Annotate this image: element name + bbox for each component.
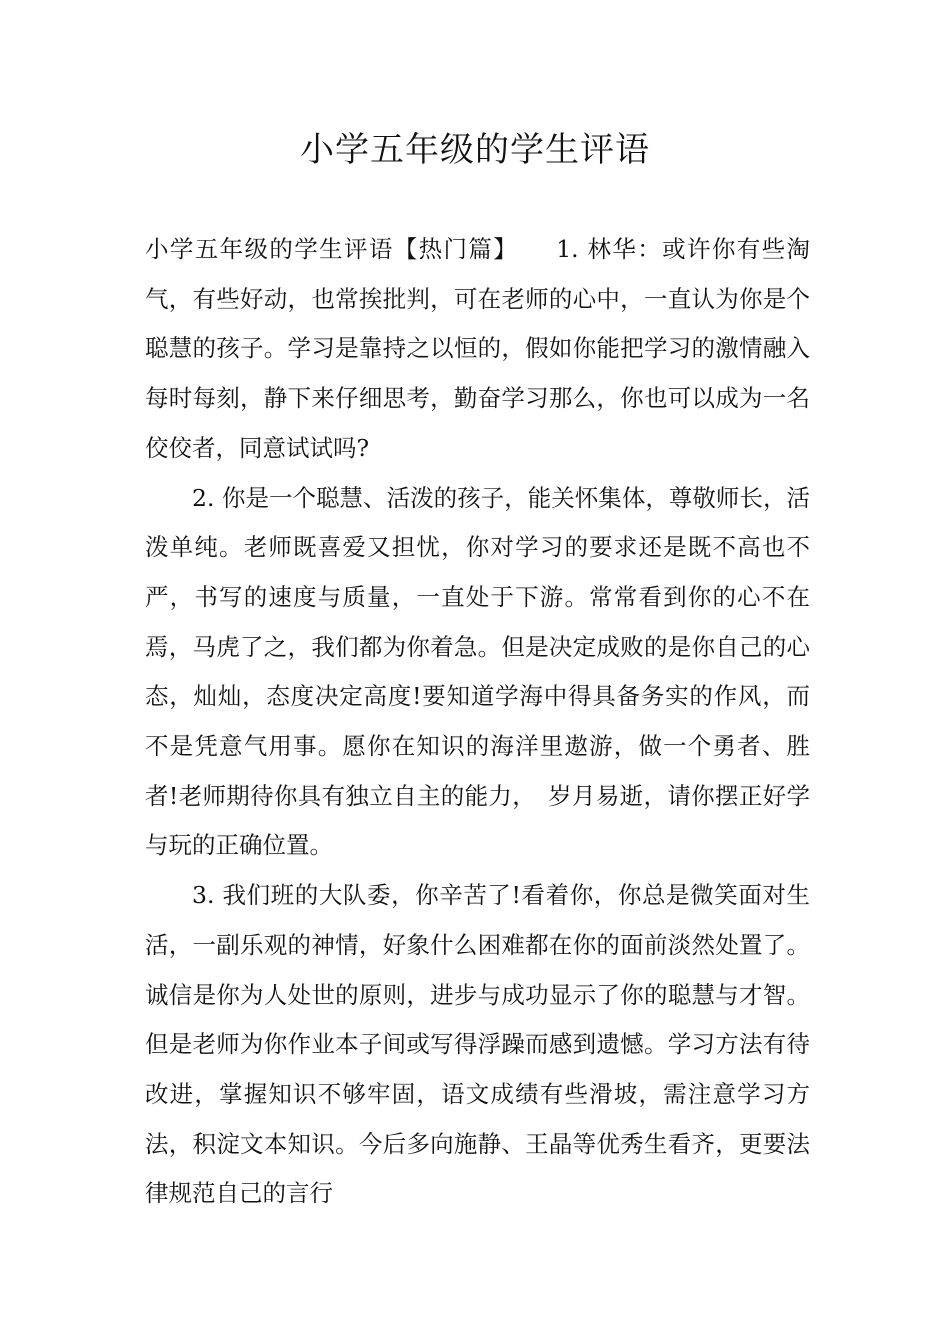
paragraph-1: 小学五年级的学生评语【热门篇】 1. 林华：或许你有些淘气，有些好动，也常挨批判，可在老师的心中，一直认为你是个聪慧的孩子。学习是靠持之以恒的，假如你能把学习的激情融入每时每刻，静下来仔细思考，勤奋学习那么，你也可以成为一名佼佼者，同意试试吗? — [145, 235, 810, 462]
paragraph-3: 3. 我们班的大队委，你辛苦了!看着你，你总是微笑面对生活，一副乐观的神情，好象什么困难都在你的面前淡然处置了。诚信是你为人处世的原则，进步与成功显示了你的聪慧与才智。但是老师为你作业本子间或写得浮躁而感到遗憾。学习方法有待改进，掌握知识不够牢固，语文成绩有些滑坡，需注意学习方法，积淀文本知识。今后多向施静、王晶等优秀生看齐，更要法律规范自己的言行 — [145, 881, 810, 1208]
document-body — [145, 225, 810, 1219]
document-title: 小学五年级的学生评语 — [300, 130, 650, 170]
paragraph-2: 2. 你是一个聪慧、活泼的孩子，能关怀集体，尊敬师长，活泼单纯。老师既喜爱又担忧，你对学习的要求还是既不高也不严，书写的速度与质量，一直处于下游。常常看到你的心不在焉，马虎了之，我们都为你着急。但是决定成败的是你自己的心态，灿灿，态度决定高度!要知道学海中得具备务实的作风，而不是凭意气用事。愿你在知识的海洋里遨游，做一个勇者、胜者!老师期待你具有独立自主的能力， 岁月易逝，请你摆正好学与玩的正确位置。 — [145, 483, 810, 860]
